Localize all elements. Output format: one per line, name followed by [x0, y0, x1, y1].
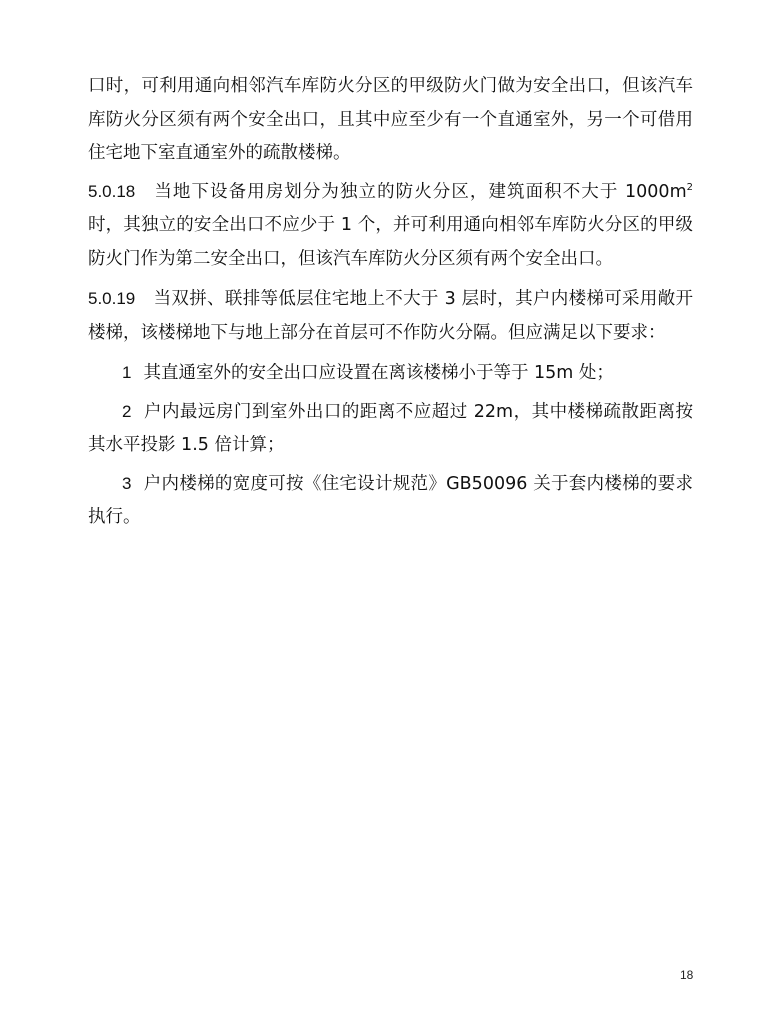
clause-5-0-19	[88, 282, 693, 350]
continuation-paragraph: 口时，可利用通向相邻汽车库防火分区的甲级防火门做为安全出口，但该汽车库防火分区须有两个安全出口，且其中应至少有一个直通室外，另一个可借用住宅地下室直通室外的疏散楼梯。	[88, 76, 693, 163]
item-number: 2	[122, 401, 132, 421]
clause-number: 5.0.19	[88, 289, 136, 308]
list-item	[88, 395, 693, 463]
clause-text-part2: 时，其独立的安全出口不应少于 1 个，并可利用通向相邻车库防火分区的甲级防火门作为第二安全出口，但该汽车库防火分区须有两个安全出口。	[88, 215, 693, 269]
page-number: 18	[680, 968, 694, 982]
superscript: 2	[686, 181, 693, 193]
list-item	[88, 356, 693, 391]
list-item	[88, 467, 693, 535]
item-number: 3	[122, 473, 132, 493]
item-text: 户内楼梯的宽度可按《住宅设计规范》GB50096 关于套内楼梯的要求执行。	[88, 473, 693, 527]
document-body	[88, 70, 693, 539]
clause-text-part1: 当地下设备用房划分为独立的防火分区，建筑面积不大于 1000m	[153, 181, 687, 202]
clause-text: 当双拼、联排等低层住宅地上不大于 3 层时，其户内楼梯可采用敞开楼梯，该楼梯地下与地上部分在首层可不作防火分隔。但应满足以下要求：	[88, 289, 693, 343]
item-text: 户内最远房门到室外出口的距离不应超过 22m，其中楼梯疏散距离按其水平投影 1.5 倍计算；	[88, 401, 693, 455]
clause-5-0-18	[88, 175, 693, 277]
item-number: 1	[122, 363, 132, 382]
item-text: 其直通室外的安全出口应设置在离该楼梯小于等于 15m 处；	[143, 363, 614, 383]
clause-number: 5.0.18	[88, 181, 136, 201]
